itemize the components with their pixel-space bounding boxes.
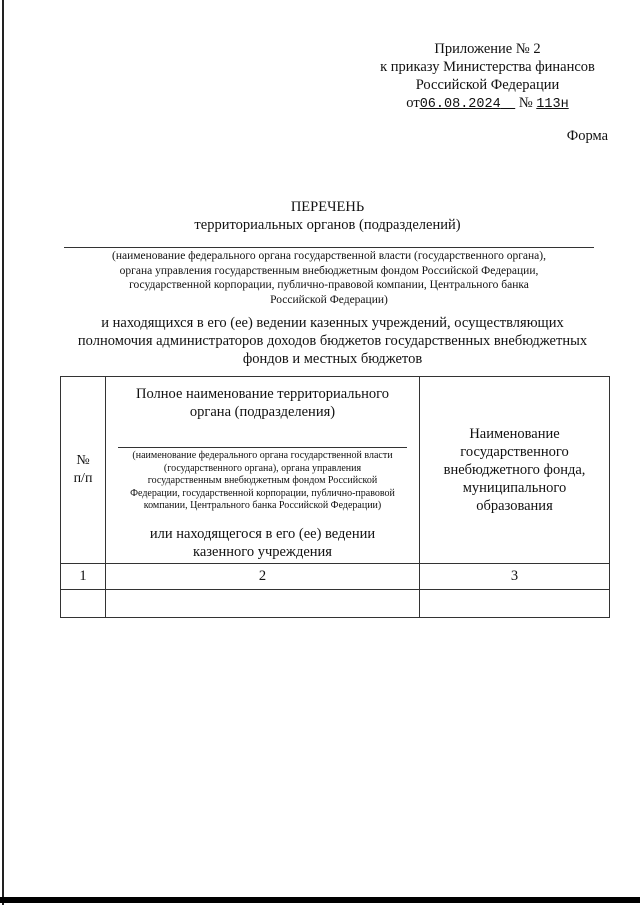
header-fund-line: государственного	[460, 443, 569, 460]
header-caption-line: Федерации, государственной корпорации, публично-правовой	[130, 487, 395, 499]
caption-line: Российской Федерации)	[270, 293, 388, 306]
caption-line: органа управления государственным внебюджетным фондом Российской Федерации,	[119, 264, 539, 277]
index-cell: 3	[420, 563, 610, 589]
header-fund-line: Наименование	[469, 425, 560, 442]
caption-line: (наименование федерального органа государственной власти (государственного органа),	[111, 250, 546, 262]
header-number-line: №	[76, 452, 90, 468]
order-line-2: Российской Федерации	[415, 77, 560, 93]
appendix-number: Приложение № 2	[434, 41, 541, 57]
date-prefix: от	[406, 95, 420, 111]
title-sub: территориальных органов (подразделений)	[194, 217, 461, 233]
header-caption-line: (государственного органа), органа управления	[163, 462, 362, 474]
header-name-title-line: органа (подразделения)	[189, 404, 336, 420]
header-fund-line: образования	[476, 497, 553, 514]
index-cell: 2	[106, 563, 420, 589]
order-number: 113н	[536, 97, 569, 112]
header-name-title	[112, 385, 413, 421]
header-name-sub	[112, 525, 413, 561]
title-fill-line	[64, 247, 594, 248]
index-cell: 1	[61, 563, 106, 589]
appendix-header	[360, 40, 615, 114]
header-name-sub-line: или находящегося в его (ее) ведении	[149, 525, 376, 542]
title-main: ПЕРЕЧЕНЬ	[290, 199, 365, 215]
form-label: Форма	[566, 128, 608, 144]
title-caption	[64, 249, 594, 307]
form-table	[60, 376, 610, 618]
subtitle-line: фондов и местных бюджетов	[242, 351, 423, 367]
table-cell[interactable]	[106, 589, 420, 617]
order-date-line	[360, 94, 615, 114]
header-name-caption	[112, 450, 413, 513]
subtitle-line: и находящихся в его (ее) ведении казенных учреждений, осуществляющих	[101, 315, 564, 331]
table-row	[61, 589, 610, 617]
table-header-row	[61, 377, 610, 564]
header-caption-line: (наименование федерального органа государственной власти	[132, 450, 393, 461]
header-caption-line: государственным внебюджетным фондом Российской	[147, 475, 378, 486]
title-continuation	[50, 314, 615, 368]
number-prefix: №	[518, 95, 533, 111]
header-name-sub-line: казенного учреждения	[193, 543, 332, 560]
table-index-row	[61, 563, 610, 589]
header-cell-name	[106, 377, 420, 564]
header-number-line: п/п	[73, 470, 93, 486]
order-date: 06.08.2024	[419, 97, 501, 112]
table-cell[interactable]	[61, 589, 106, 617]
scan-edge-bottom	[0, 897, 640, 903]
header-name-fill-line	[118, 447, 407, 448]
header-fund-line: муниципального	[462, 479, 567, 496]
scan-edge-left	[2, 0, 4, 905]
caption-line: государственной корпорации, публично-правовой компании, Центрального банка	[129, 279, 529, 291]
header-caption-line: компании, Центрального банка Российской Федерации)	[143, 500, 382, 511]
header-cell-fund	[420, 377, 610, 564]
header-name-title-line: Полное наименование территориального	[136, 386, 389, 402]
document-title	[60, 198, 595, 234]
header-cell-number	[61, 377, 106, 564]
header-fund-line: внебюджетного фонда,	[443, 461, 586, 478]
order-line-1: к приказу Министерства финансов	[380, 59, 595, 75]
table-cell[interactable]	[420, 589, 610, 617]
subtitle-line: полномочия администраторов доходов бюджетов государственных внебюджетных	[77, 333, 588, 349]
